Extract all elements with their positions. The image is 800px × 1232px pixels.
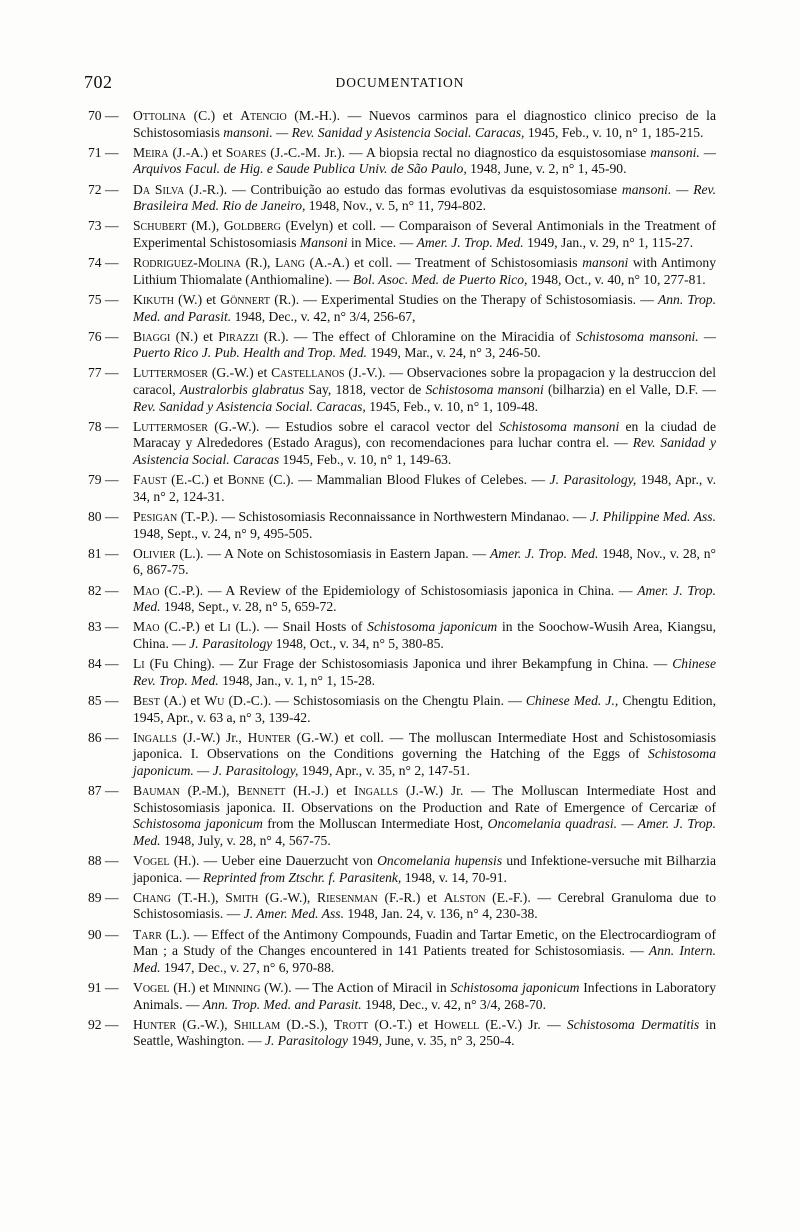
reference-text: (D.-C.). — Schistosomiasis on the Chengtu Plain. —: [224, 692, 526, 708]
author-name: Kikuth: [133, 291, 174, 307]
author-name: Best: [133, 692, 160, 708]
reference-entry: [88, 255, 716, 288]
reference-text: (C.-P.). — A Review of the Epidemiology of Schistosomiasis japonica in China. —: [159, 582, 638, 598]
italic-text: J. Parasitology: [264, 1033, 349, 1049]
reference-text: 1948, Nov., v. 28, n° 6, 867-75.: [133, 545, 716, 578]
reference-entry: [88, 890, 716, 923]
author-name: Vogel: [133, 853, 170, 869]
reference-text: (R.). — Experimental Studies on the Therapy of Schistosomiasis. —: [270, 291, 658, 307]
author-name: Schubert: [133, 218, 187, 234]
italic-text: Schistosoma mansoni: [425, 382, 544, 398]
reference-text: (L.). — Effect of the Antimony Compounds, Fuadin and Tartar Emetic, on the Electrocardiogram of Man ; a Study of the Changes encountered in 141 Patients treated for Schistosomiasis. —: [133, 926, 716, 959]
reference-text: (J.-C.-M. Jr.). — A biopsia rectal no diagnostico da esquistosomiase: [266, 144, 651, 160]
reference-text: (M.-H.). — Nuevos carminos para el diagnostico clinico preciso de la Schistosomiasis: [133, 108, 716, 140]
italic-text: Amer. J. Trop. Med.: [133, 582, 716, 615]
italic-text: Ann. Trop. Med. and Parasit.: [202, 996, 362, 1012]
reference-entry: [88, 583, 716, 616]
reference-number: 79 —: [88, 472, 119, 488]
italic-text: Mansoni: [299, 234, 348, 250]
reference-text: (T.-P.). — Schistosomiasis Reconnaissance in Northwestern Mindanao. —: [177, 509, 590, 524]
reference-number: 89 —: [88, 889, 119, 905]
author-name: Ingalls: [133, 729, 177, 745]
author-name: Hunter: [133, 1016, 177, 1032]
reference-text: und Infektione-versuche mit Bilharzia japonica. —: [133, 853, 716, 885]
reference-text: Say, 1818, vector de: [304, 382, 426, 398]
italic-text: Oncomelania quadrasi. — Amer. J. Trop. Med.: [133, 816, 716, 848]
italic-text: Schistosoma Dermatitis: [566, 1016, 700, 1032]
reference-text: (H.). — Ueber eine Dauerzucht von: [169, 853, 378, 869]
reference-text: (A.-A.) et coll. — Treatment of Schistosomiasis: [304, 255, 583, 271]
italic-text: Reprinted from Ztschr. f. Parasitenk,: [202, 869, 402, 885]
reference-entry: [88, 472, 716, 505]
reference-entry: [88, 656, 716, 689]
reference-text: (J.-A.) et: [168, 144, 226, 160]
author-name: Meira: [133, 144, 169, 160]
italic-text: J. Parasitology,: [549, 472, 637, 488]
reference-text: 1945, Feb., v. 10, n° 1, 149-63.: [279, 452, 452, 468]
reference-text: (O.-T.) et: [368, 1016, 435, 1032]
reference-entry: [88, 927, 716, 977]
reference-number: 75 —: [88, 291, 119, 307]
reference-text: 1948, June, v. 2, n° 1, 45-90.: [466, 161, 627, 177]
reference-text: in Mice. —: [347, 234, 417, 250]
reference-text: (W.) et: [173, 291, 221, 307]
reference-text: 1948, Dec., v. 42, n° 3/4, 256-67,: [231, 308, 416, 324]
reference-text: 1948, Dec., v. 42, n° 3/4, 268-70.: [361, 996, 546, 1012]
author-name: Alston: [443, 889, 486, 905]
reference-text: (G.-W.) et: [207, 365, 272, 381]
italic-text: Rev. Sanidad y Asistencia Social. Caracas: [133, 435, 716, 468]
author-name: Chang: [133, 889, 171, 905]
reference-text: (M.),: [186, 218, 224, 234]
reference-text: (P.-M.),: [179, 783, 238, 799]
reference-text: (H.) et: [169, 979, 213, 995]
reference-text: (J.-R.). — Contribuição ao estudo das formas evolutivas da esquistosomiase: [184, 181, 622, 197]
reference-number: 84 —: [88, 656, 119, 672]
author-name: Bennett: [237, 783, 286, 799]
italic-text: Chinese Rev. Trop. Med.: [133, 656, 716, 688]
reference-entry: [88, 292, 716, 325]
italic-text: mansoni. — Rev. Brasileira Med. Rio de Janeiro,: [133, 181, 716, 214]
reference-text: 1948, Jan., v. 1, n° 1, 15-28.: [218, 672, 376, 688]
reference-number: 88 —: [88, 853, 119, 869]
reference-entry: [88, 619, 716, 652]
author-name: Luttermoser: [133, 418, 208, 434]
italic-text: Schistosoma japonicum: [367, 619, 498, 635]
author-name: Biaggi: [133, 328, 171, 344]
reference-entry: [88, 693, 716, 726]
reference-text: 1949, June, v. 35, n° 3, 250-4.: [348, 1033, 515, 1049]
reference-text: from the Molluscan Intermediate Host,: [262, 816, 488, 832]
reference-list: [88, 108, 716, 1054]
reference-text: (A.) et: [159, 692, 205, 708]
reference-text: (E.-V.) Jr. —: [479, 1016, 567, 1032]
author-name: Mao: [133, 582, 160, 598]
italic-text: Schistosoma mansoni: [498, 418, 620, 434]
reference-text: (J.-W.) Jr. — The Molluscan Intermediate Host and Schistosomiasis japonica. II. Observations on the Production and Rate of Emergence of Cercariæ of: [133, 783, 716, 815]
reference-number: 90 —: [88, 926, 119, 942]
italic-text: Ann. Intern. Med.: [133, 943, 716, 975]
reference-text: 1948, July, v. 28, n° 4, 567-75.: [160, 832, 331, 848]
reference-text: (C.). — Mammalian Blood Flukes of Celebes. —: [264, 472, 550, 488]
italic-text: mansoni: [582, 255, 629, 271]
reference-entry: [88, 329, 716, 362]
author-name: Atencio: [240, 108, 287, 123]
reference-entry: [88, 182, 716, 215]
author-name: Tarr: [133, 926, 162, 942]
author-name: Gönnert: [220, 291, 271, 307]
reference-text: 1945, Feb., v. 10, n° 1, 109-48.: [365, 398, 539, 414]
author-name: Rodriguez-Molina: [133, 255, 241, 271]
reference-text: (W.). — The Action of Miracil in: [260, 979, 451, 995]
author-name: Riesenman: [317, 889, 378, 905]
reference-text: (F.-R.) et: [377, 889, 444, 905]
reference-entry: [88, 1017, 716, 1050]
author-name: Li: [133, 656, 145, 672]
reference-text: 1949, Apr., v. 35, n° 2, 147-51.: [298, 762, 470, 778]
reference-text: (D.-S.),: [280, 1016, 334, 1032]
reference-text: 1948, Nov., v. 5, n° 11, 794-802.: [305, 198, 487, 214]
reference-number: 73 —: [88, 218, 119, 234]
italic-text: Amer. J. Trop. Med.: [489, 545, 599, 561]
reference-text: in Seattle, Washington. —: [133, 1016, 717, 1049]
reference-entry: [88, 546, 716, 579]
reference-number: 74 —: [88, 255, 119, 271]
author-name: Minning: [212, 979, 261, 995]
author-name: Trott: [333, 1016, 369, 1032]
reference-text: Chengtu Edition, 1945, Apr., v. 63 a, n° 3, 139-42.: [133, 692, 716, 725]
author-name: Wu: [204, 692, 225, 708]
reference-text: 1948, Oct., v. 40, n° 10, 277-81.: [527, 271, 706, 287]
running-head: DOCUMENTATION: [335, 75, 465, 90]
reference-text: (E.-F.). — Cerebral Granuloma due to Schistosomiasis. —: [133, 889, 716, 922]
italic-text: J. Philippine Med. Ass.: [589, 509, 716, 524]
italic-text: Chinese Med. J.,: [525, 692, 619, 708]
italic-text: Bol. Asoc. Med. de Puerto Rico,: [352, 271, 528, 287]
reference-text: (Evelyn) et coll. — Comparaison of Several Antimonials in the Treatment of Experimental Schistosomiasis: [133, 218, 716, 250]
italic-text: Schistosoma japonicum. — J. Parasitology,: [133, 746, 716, 778]
author-name: Faust: [133, 472, 167, 488]
reference-text: (C.-P.) et: [159, 619, 220, 635]
reference-number: 72 —: [88, 181, 119, 197]
reference-text: 1947, Dec., v. 27, n° 6, 970-88.: [160, 959, 335, 975]
reference-text: (L.). — Snail Hosts of: [230, 619, 368, 635]
reference-text: 1945, Feb., v. 10, n° 1, 185-215.: [524, 124, 704, 140]
reference-text: (J.-V.). — Observaciones sobre la propagacion y la destruccion del caracol,: [133, 365, 716, 398]
reference-entry: [88, 218, 716, 251]
reference-text: (G.-W.),: [258, 889, 317, 905]
italic-text: Ann. Trop. Med. and Parasit.: [133, 291, 716, 324]
reference-text: (L.). — A Note on Schistosomiasis in Eastern Japan. —: [175, 545, 490, 561]
reference-number: 82 —: [88, 582, 119, 598]
author-name: Goldberg: [223, 218, 281, 234]
author-name: Pirazzi: [218, 328, 259, 344]
reference-text: (R.),: [240, 255, 275, 271]
author-name: Lang: [275, 255, 305, 271]
reference-text: with Antimony Lithium Thiomalate (Anthiomaline). —: [133, 255, 717, 287]
reference-entry: [88, 783, 716, 849]
author-name: Vogel: [133, 979, 170, 995]
page-header: [84, 72, 716, 96]
reference-text: (Fu Ching). — Zur Frage der Schistosomiasis Japonica und ihrer Bekampfung in China. —: [144, 656, 673, 672]
reference-text: 1948, v. 14, 70-91.: [401, 869, 507, 885]
page-number: 702: [84, 72, 113, 92]
reference-text: 1948, Apr., v. 34, n° 2, 124-31.: [133, 472, 716, 504]
italic-text: Australorbis glabratus: [179, 382, 305, 398]
reference-text: 1948, Jan. 24, v. 136, n° 4, 230-38.: [343, 906, 538, 922]
reference-text: (H.-J.) et: [285, 783, 355, 799]
reference-text: (G.-W.),: [176, 1016, 234, 1032]
italic-text: Schistosoma mansoni. — Puerto Rico J. Pub. Health and Trop. Med.: [133, 328, 717, 361]
reference-entry: [88, 980, 716, 1013]
reference-text: 1948, Oct., v. 34, n° 5, 380-85.: [272, 635, 444, 651]
reference-text: (G.-W.) et coll. — The molluscan Intermediate Host and Schistosomiasis japonica. I. Observations on the Conditions governing the Hatching of the Eggs of: [133, 729, 716, 762]
author-name: Hunter: [247, 729, 291, 745]
author-name: Smith: [225, 889, 259, 905]
reference-number: 92 —: [88, 1016, 119, 1032]
reference-entry: [88, 509, 716, 542]
reference-text: (N.) et: [170, 328, 219, 344]
author-name: Mao: [133, 619, 160, 635]
author-name: Soares: [225, 144, 267, 160]
author-name: Olivier: [133, 545, 176, 561]
author-name: Pesigan: [133, 509, 178, 524]
reference-text: 1949, Jan., v. 29, n° 1, 115-27.: [523, 234, 694, 250]
reference-number: 86 —: [88, 729, 119, 745]
reference-number: 87 —: [88, 783, 119, 799]
italic-text: Amer. J. Trop. Med.: [416, 234, 524, 250]
reference-text: (T.-H.),: [170, 889, 226, 905]
italic-text: Schistosoma japonicum: [450, 979, 580, 995]
italic-text: mansoni. — Rev. Sanidad y Asistencia Social. Caracas,: [223, 124, 525, 140]
reference-entry: [88, 108, 716, 141]
reference-text: en la ciudad de Maracay y Alrededores (Estado Aragus), con recomendaciones para luchar contra el. —: [133, 418, 716, 451]
reference-text: (E.-C.) et: [166, 472, 228, 488]
reference-text: Infections in Laboratory Animals. —: [133, 979, 716, 1012]
italic-text: Rev. Sanidad y Asistencia Social. Caracas,: [133, 398, 366, 414]
author-name: Bonne: [227, 472, 265, 488]
italic-text: Schistosoma japonicum: [133, 816, 263, 832]
reference-text: (C.) et: [185, 108, 241, 123]
reference-number: 76 —: [88, 328, 119, 344]
author-name: Li: [219, 619, 231, 635]
reference-entry: [88, 145, 716, 178]
reference-number: 91 —: [88, 979, 119, 995]
reference-text: (G.-W.). — Estudios sobre el caracol vector del: [207, 418, 499, 434]
reference-entry: [88, 853, 716, 886]
author-name: Da Silva: [133, 181, 185, 197]
author-name: Howell: [434, 1016, 480, 1032]
author-name: Ottolina: [133, 108, 186, 123]
reference-entry: [88, 730, 716, 780]
reference-text: (bilharzia) en el Valle, D.F. —: [543, 382, 716, 398]
author-name: Luttermoser: [133, 365, 208, 381]
reference-text: (R.). — The effect of Chloramine on the Miracidia of: [258, 328, 577, 344]
reference-number: 78 —: [88, 418, 119, 434]
author-name: Bauman: [133, 783, 180, 799]
reference-number: 81 —: [88, 545, 119, 561]
reference-number: 83 —: [88, 619, 119, 635]
reference-number: 80 —: [88, 509, 119, 524]
reference-number: 70 —: [88, 108, 119, 123]
reference-number: 85 —: [88, 692, 119, 708]
italic-text: Oncomelania hupensis: [377, 853, 503, 869]
reference-text: in the Soochow-Wusih Area, Kiangsu, China. —: [133, 619, 716, 651]
reference-number: 77 —: [88, 365, 119, 381]
italic-text: J. Parasitology: [189, 635, 273, 651]
reference-entry: [88, 365, 716, 415]
author-name: Ingalls: [354, 783, 399, 799]
author-name: Castellanos: [271, 365, 345, 381]
italic-text: J. Amer. Med. Ass.: [243, 906, 344, 922]
reference-text: 1948, Sept., v. 24, n° 9, 495-505.: [133, 525, 313, 541]
reference-entry: [88, 419, 716, 469]
reference-number: 71 —: [88, 144, 119, 160]
reference-text: 1948, Sept., v. 28, n° 5, 659-72.: [160, 599, 337, 615]
reference-text: (J.-W.) Jr.,: [176, 729, 248, 745]
author-name: Shillam: [233, 1016, 281, 1032]
italic-text: mansoni. — Arquivos Facul. de Hig. e Saude Publica Univ. de São Paulo,: [133, 144, 716, 177]
reference-text: 1949, Mar., v. 24, n° 3, 246-50.: [366, 345, 541, 361]
